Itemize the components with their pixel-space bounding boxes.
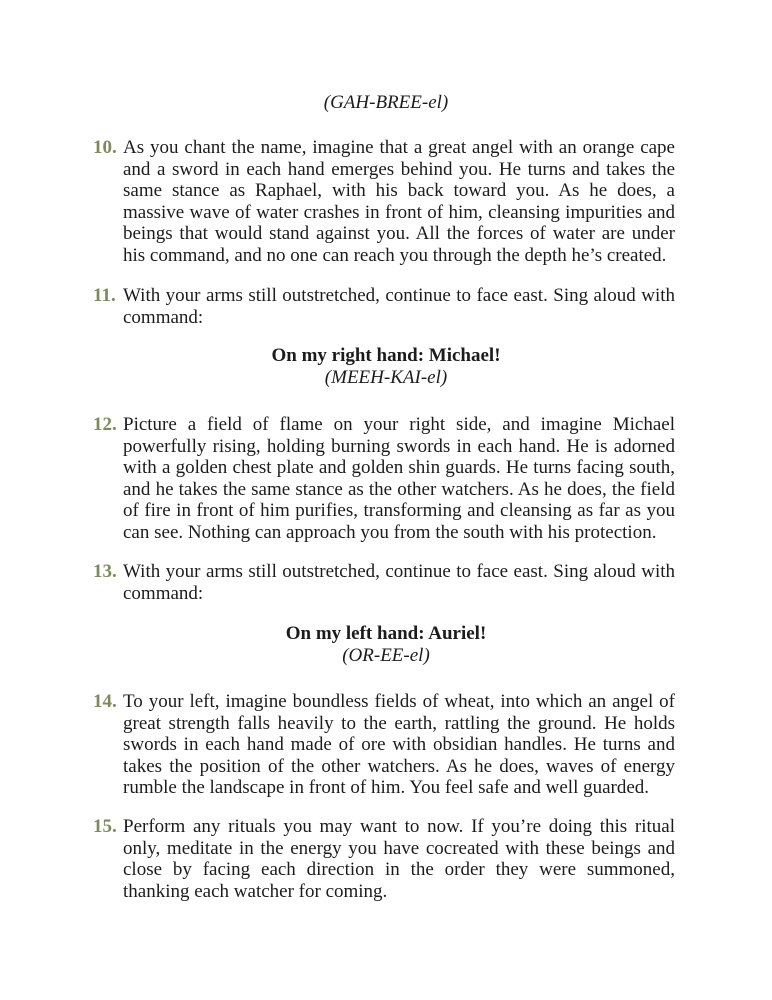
step-text: With your arms still outstretched, continue to face east. Sing aloud with command:	[123, 561, 675, 604]
step-number: 11.	[93, 285, 116, 306]
michael-invocation	[0, 345, 772, 389]
invocation-pronunciation: (MEEH-KAI-el)	[324, 367, 448, 388]
step-15	[93, 816, 675, 902]
step-text: Picture a field of flame on your right side, and imagine Michael powerfully rising, holding burning swords in each hand. He is adorned with a golden chest plate and golden shin guards. He turns facing south, and he takes the same stance as the other watchers. As he does, the field of fire in front of him purifies, transforming and cleansing as far as you can see. Nothing can approach you from the south with his protection.	[123, 414, 675, 543]
step-number: 10.	[93, 137, 117, 158]
step-number: 13.	[93, 561, 117, 582]
step-11	[93, 285, 675, 328]
step-number: 12.	[93, 414, 117, 435]
step-10	[93, 137, 675, 266]
step-13	[93, 561, 675, 604]
gabriel-pronunciation: (GAH-BREE-el)	[323, 92, 449, 113]
step-text: As you chant the name, imagine that a great angel with an orange cape and a sword in each hand emerges behind you. He turns and takes the same stance as Raphael, with his back toward you. As he does, a massive wave of water crashes in front of him, cleansing impurities and beings that would stand against you. All the forces of water are under his command, and no one can reach you through the depth he’s created.	[123, 137, 675, 266]
auriel-invocation	[0, 623, 772, 667]
step-text: With your arms still outstretched, continue to face east. Sing aloud with command:	[123, 285, 675, 328]
step-number: 15.	[93, 816, 117, 837]
step-text: Perform any rituals you may want to now. If you’re doing this ritual only, meditate in the energy you have cocreated with these beings and close by facing each direction in the order they were summoned, thanking each watcher for coming.	[123, 816, 675, 902]
step-text: To your left, imagine boundless fields of wheat, into which an angel of great strength falls heavily to the earth, rattling the ground. He holds swords in each hand made of ore with obsidian handles. He turns and takes the position of the other watchers. As he does, waves of energy rumble the landscape in front of him. You feel safe and well guarded.	[123, 691, 675, 798]
invocation-pronunciation: (OR-EE-el)	[342, 645, 430, 666]
invocation-line: On my left hand: Auriel!	[285, 623, 487, 644]
step-14	[93, 691, 675, 799]
step-12	[93, 414, 675, 543]
step-number: 14.	[93, 691, 117, 712]
invocation-line: On my right hand: Michael!	[271, 345, 501, 366]
